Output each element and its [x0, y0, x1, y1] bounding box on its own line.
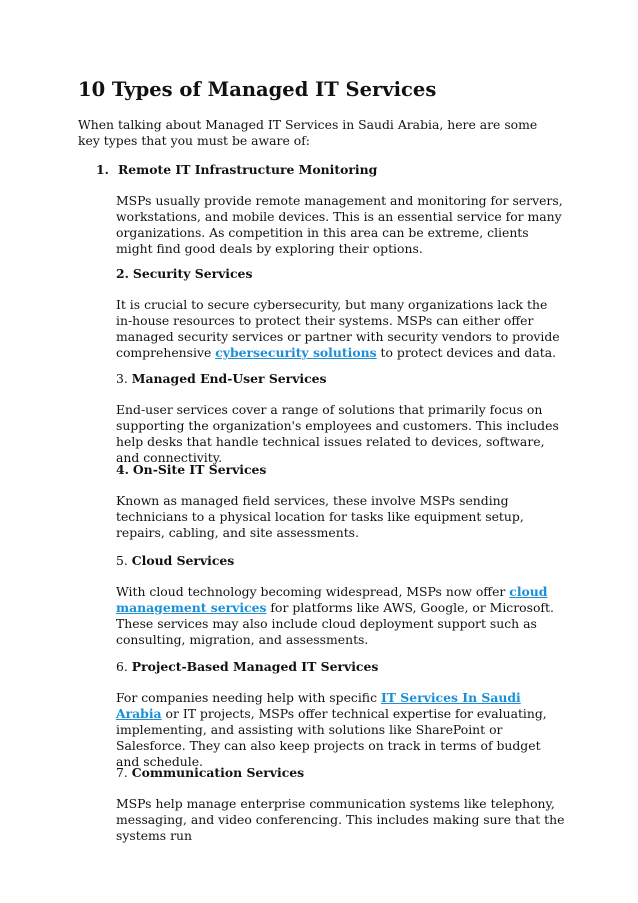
section-heading-1: 1. Remote IT Infrastructure Monitoring [96, 162, 378, 177]
section-body-2: It is crucial to secure cybersecurity, but many organizations lack the in-house resources to protect their systems. MSPs can either offer managed security services or partner with security vendors to provide comprehensive cybersecurity solutions to protect devices and data. [116, 297, 560, 360]
section-heading-7: 7. Communication Services [116, 765, 305, 780]
section-body-5: With cloud technology becoming widespread, MSPs now offer cloud management services for platforms like AWS, Google, or Microsoft. These services may also include cloud deployment support such as consulting, migration, and assessments. [116, 584, 554, 647]
section-body-6: For companies needing help with specific IT Services In Saudi Arabia or IT projects, MSPs offer technical expertise for evaluating, implementing, and assisting with solutions like SharePoint or Salesforce. They can also keep projects on track in terms of budget and schedule. [116, 690, 547, 769]
intro-paragraph: When talking about Managed IT Services in Saudi Arabia, here are some key types that you must be aware of: [78, 117, 538, 148]
page-title: 10 Types of Managed IT Services [78, 78, 437, 101]
section-body-4: Known as managed field services, these involve MSPs sending technicians to a physical location for tasks like equipment setup, repairs, cabling, and site assessments. [116, 493, 524, 540]
section-heading-2: 2. Security Services [116, 266, 253, 281]
section-body-3: End-user services cover a range of solutions that primarily focus on supporting the organization's employees and customers. This includes help desks that handle technical issues related to devices, software, and connectivity. [116, 402, 559, 465]
section-heading-6: 6. Project-Based Managed IT Services [116, 659, 379, 674]
section-heading-5: 5. Cloud Services [116, 553, 235, 568]
section-body-7: MSPs help manage enterprise communication systems like telephony, messaging, and video conferencing. This includes making sure that the systems run [116, 796, 565, 843]
section-heading-3: 3. Managed End-User Services [116, 371, 327, 386]
it-services-saudi-arabia-link[interactable]: IT Services In Saudi Arabia [116, 690, 521, 721]
section-body-1: MSPs usually provide remote management and monitoring for servers, workstations, and mobile devices. This is an essential service for many organizations. As competition in this area can be extreme, clients might find good deals by exploring their options. [116, 193, 563, 256]
cybersecurity-solutions-link[interactable]: cybersecurity solutions [215, 345, 377, 360]
section-heading-4: 4. On-Site IT Services [116, 462, 267, 477]
cloud-management-services-link[interactable]: cloud management services [116, 584, 548, 615]
